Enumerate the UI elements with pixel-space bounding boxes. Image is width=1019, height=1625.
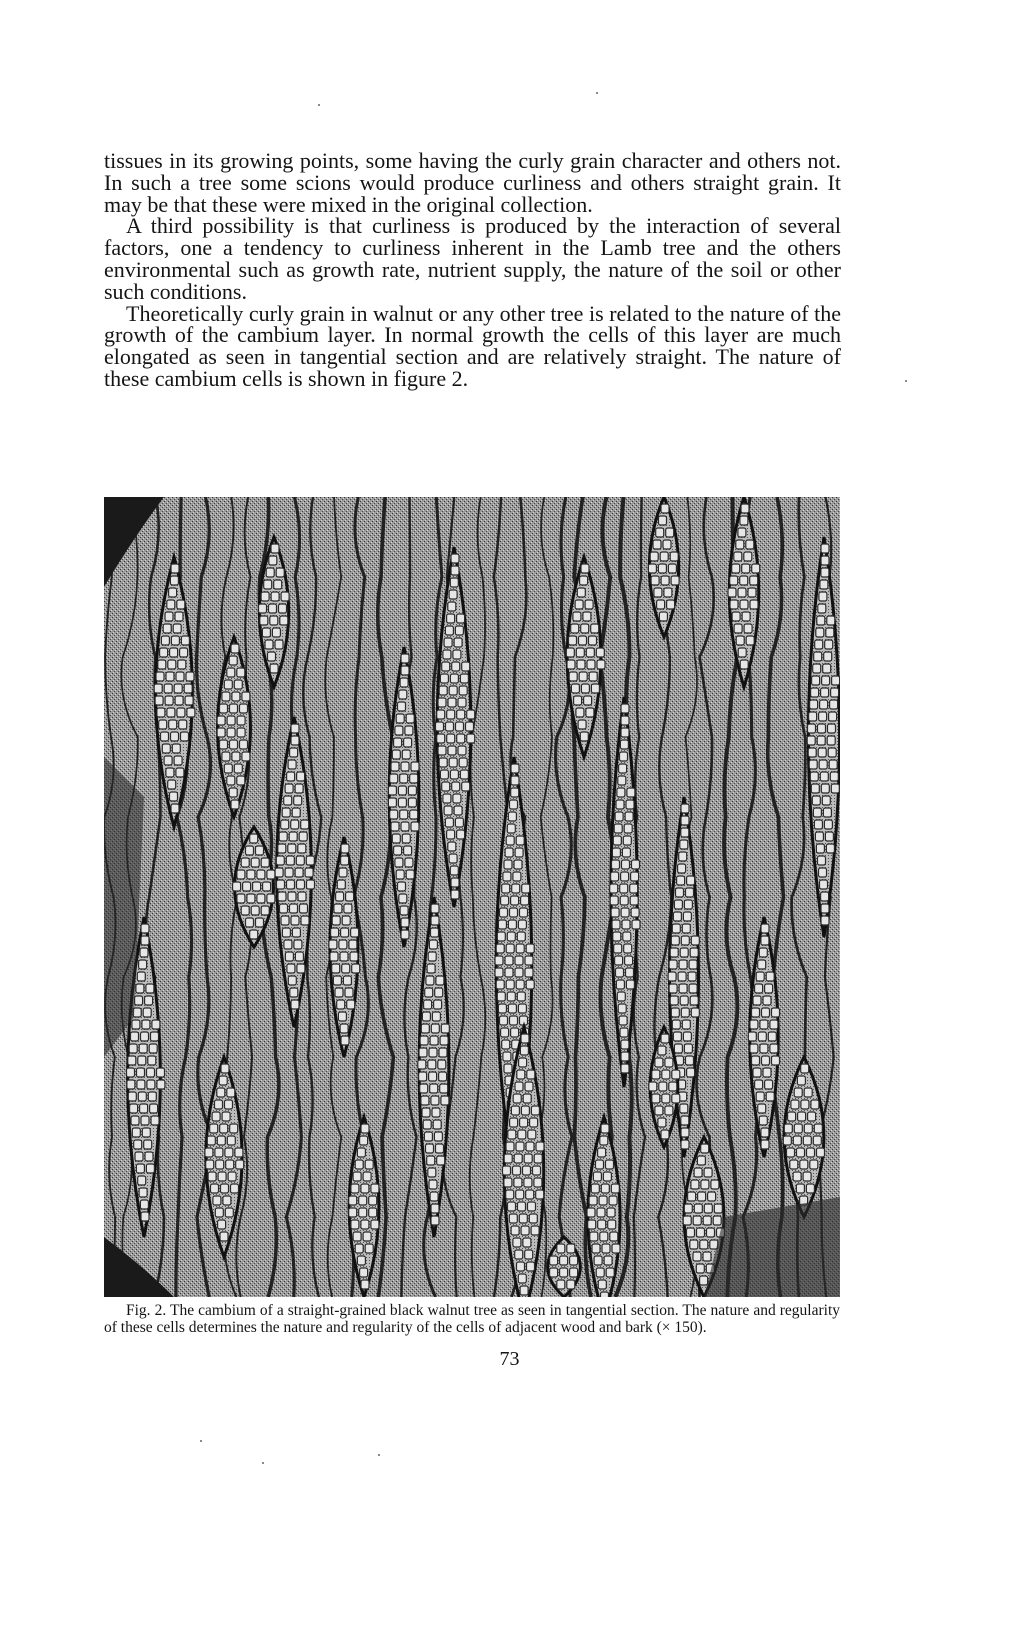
speck [905,380,907,382]
speck [318,104,320,106]
paragraph-3: Theoretically curly grain in walnut or any other tree is related to the nature of the growth of the cambium layer. In normal growth the cells of this layer are much elongated as seen in tangential section and are relatively straight. The nature of these cambium cells is shown in figure 2. [104,300,841,391]
speck [596,92,598,94]
caption-text: Fig. 2. The cambium of a straight-grained black walnut tree as seen in tangential section. The nature and regularity of these cells determines the nature and regularity of the cells of adjacent wood and bark (× 150). [104,1302,840,1336]
speck [378,1454,380,1456]
page-number: 73 [499,1348,520,1370]
cambium-micrograph [104,497,840,1297]
speck [262,1462,264,1464]
figure-caption [104,1303,840,1336]
speck [200,1440,202,1442]
paragraph-1: tissues in its growing points, some having the curly grain character and others not. In such a tree some scions would produce curliness and others straight grain. It may be that these were mixed in the original collection. [104,148,841,217]
micrograph-image [104,497,840,1297]
body-text [104,150,841,390]
paragraph-2: A third possibility is that curliness is produced by the interaction of several factors, one a tendency to curliness inherent in the Lamb tree and the others environmental such as growth rate, nutrient supply, the nature of the soil or other such conditions. [104,213,841,304]
